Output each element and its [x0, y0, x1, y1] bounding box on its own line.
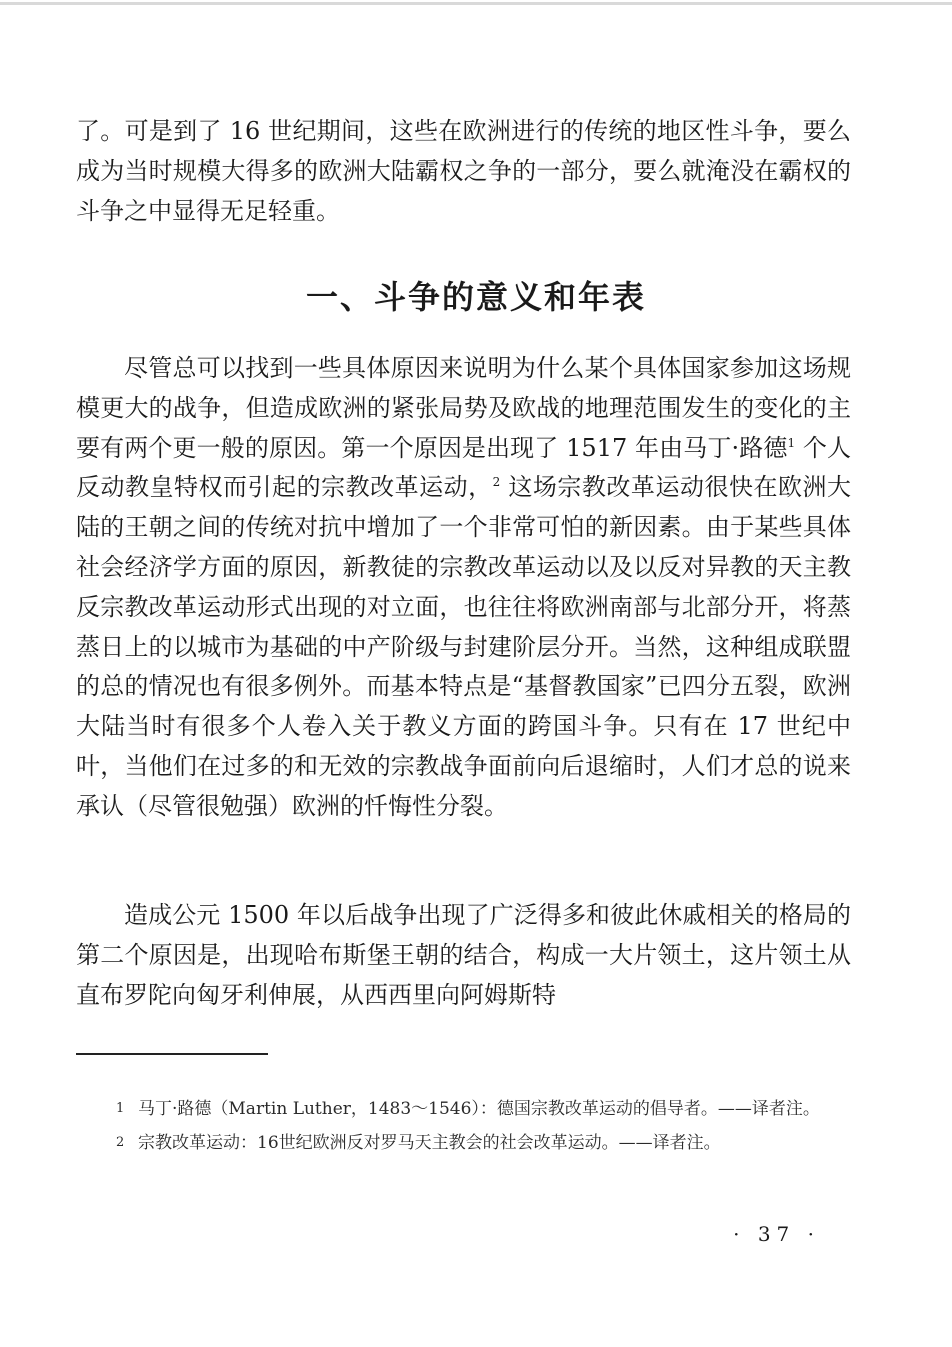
- footnote-number: 1: [116, 1101, 125, 1116]
- footnote-2: [116, 1128, 854, 1158]
- footnote-text: 马丁·路德（Martin Luther，1483～1546）：德国宗教改革运动的倡导者。——译者注。: [138, 1099, 820, 1119]
- section-heading: 一、斗争的意义和年表: [305, 278, 646, 316]
- footnote-ref-1[interactable]: 1: [787, 435, 796, 450]
- paragraph-text-part-c: 这场宗教改革运动很快在欧洲大陆的王朝之间的传统对抗中增加了一个非常可怕的新因素。由于某些具体社会经济学方面的原因，新教徒的宗教改革运动以及以反对异教的天主教反宗教改革运动形式出现的对立面，也往往将欧洲南部与北部分开，将蒸蒸日上的以城市为基础的中产阶级与封建阶层分开。当然，这种组成联盟的总的情况也有很多例外。而基本特点是“基督教国家”已四分五裂，欧洲大陆当时有很多个人卷入关于教义方面的跨国斗争。只有在 17 世纪中叶，当他们在过多的和无效的宗教战争面前向后退缩时，人们才总的说来承认（尽管很勉强）欧洲的忏悔性分裂。: [76, 473, 851, 820]
- scan-top-edge: [0, 2, 952, 5]
- footnote-separator: [76, 1053, 268, 1055]
- footnotes: [116, 1094, 854, 1162]
- footnote-text: 宗教改革运动：16世纪欧洲反对罗马天主教会的社会改革运动。——译者注。: [138, 1133, 721, 1153]
- paragraph-text-part-b: 个人反动教皇特权而引起的宗教改革运动，: [76, 433, 851, 502]
- footnote-number: 2: [116, 1135, 125, 1150]
- paragraph-continuation: 了。可是到了 16 世纪期间，这些在欧洲进行的传统的地区性斗争，要么成为当时规模大得多的欧洲大陆霸权之争的一部分，要么就淹没在霸权的斗争之中显得无足轻重。: [76, 117, 851, 225]
- footnote-ref-2[interactable]: 2: [492, 475, 501, 490]
- paragraph-first-cause: [76, 349, 851, 827]
- paragraph-second-cause: 造成公元 1500 年以后战争出现了广泛得多和彼此休戚相关的格局的第二个原因是，出现哈布斯堡王朝的结合，构成一大片领土，这片领土从直布罗陀向匈牙利伸展，从西西里向阿姆斯特: [76, 901, 851, 1009]
- page-number: · 37 ·: [733, 1222, 820, 1246]
- footnote-1: [116, 1094, 854, 1124]
- paragraph-text-part-a: 尽管总可以找到一些具体原因来说明为什么某个具体国家参加这场规模更大的战争，但造成欧洲的紧张局势及欧战的地理范围发生的变化的主要有两个更一般的原因。第一个原因是出现了 1517 年由马丁·路德: [76, 354, 851, 462]
